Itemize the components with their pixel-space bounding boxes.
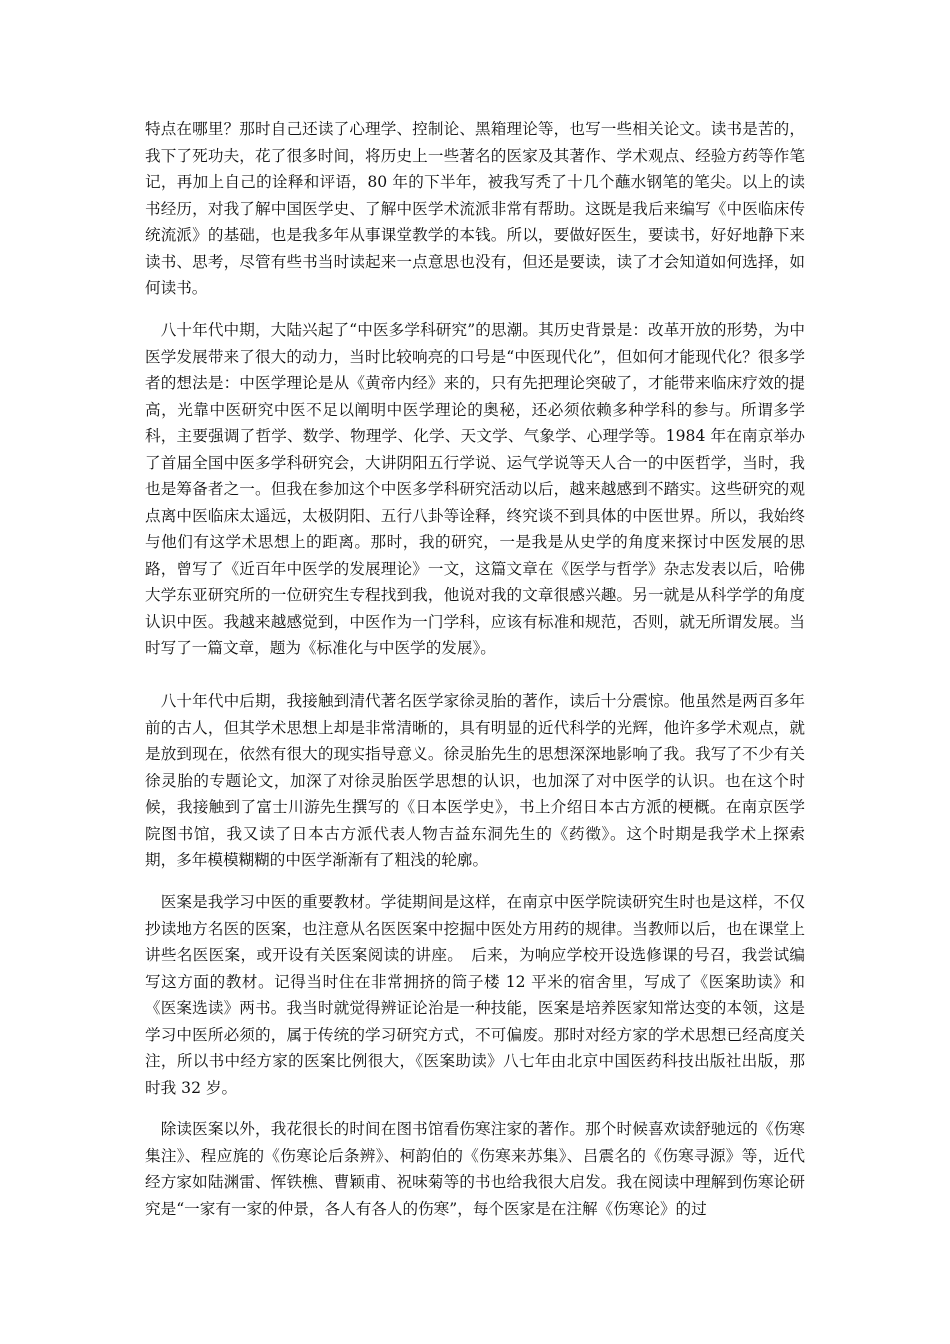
paragraph-text: 医案是我学习中医的重要教材。学徒期间是这样，在南京中医学院读研究生时也是这样，不仅抄读地方名医的医案，也注意从名医医案中挖掘中医处方用药的规律。当教师以后，也在课堂上讲些名医医案，或开设有关医案阅读的讲座。 后来，为响应学校开设选修课的号召，我尝试编写这方面的教材。记得当时住在非常拥挤的筒子楼 12 平米的宿舍里，写成了《医案助读》和《医案选读》两书。我当时就觉得辨证论治是一种技能，医案是培养医家知常达变的本领，这是学习中医所必须的，属于传统的学习研究方式，不可偏废。那时对经方家的学术思想已经高度关注，所以书中经方家的医案比例很大，《医案助读》八七年由北京中国医药科技出版社出版，那时我 32 岁。 xyxy=(145,893,805,1097)
paragraph-text: 特点在哪里？那时自己还读了心理学、控制论、黑箱理论等，也写一些相关论文。读书是苦的，我下了死功夫，花了很多时间，将历史上一些著名的医家及其著作、学术观点、经验方药等作笔记，再加上自己的诠释和评语，80 年的下半年，被我写秃了十几个蘸水钢笔的笔尖。以上的读书经历，对我了解中国医学史、了解中医学术流派非常有帮助。这既是我后来编写《中医临床传统流派》的基础，也是我多年从事课堂教学的本钱。所以，要做好医生，要读书，好好地静下来读书、思考，尽管有些书当时读起来一点意思也没有，但还是要读，读了才会知道如何选择，如何读书。 xyxy=(145,120,805,297)
paragraph-xu-lingtai xyxy=(145,688,805,874)
paragraph-multidisciplinary-research xyxy=(145,317,805,662)
paragraph-text: 八十年代中后期，我接触到清代著名医学家徐灵胎的著作，读后十分震惊。他虽然是两百多年前的古人，但其学术思想上却是非常清晰的，具有明显的近代科学的光辉，他许多学术观点，就是放到现在，依然有很大的现实指导意义。徐灵胎先生的思想深深地影响了我。我写了不少有关徐灵胎的专题论文，加深了对徐灵胎医学思想的认识，也加深了对中医学的认识。也在这个时候，我接触到了富士川游先生撰写的《日本医学史》，书上介绍日本古方派的梗概。在南京医学院图书馆，我又读了日本古方派代表人物吉益东洞先生的《药徵》。这个时期是我学术上探索期，多年模模糊糊的中医学渐渐有了粗浅的轮廓。 xyxy=(145,692,805,869)
paragraph-shanghan-commentators xyxy=(145,1116,805,1222)
paragraph-text: 除读医案以外，我花很长的时间在图书馆看伤寒注家的著作。那个时候喜欢读舒驰远的《伤寒集注》、程应旄的《伤寒论后条辨》、柯韵伯的《伤寒来苏集》、吕震名的《伤寒寻源》等，近代经方家如陆渊雷、恽铁樵、曹颖甫、祝味菊等的书也给我很大启发。我在阅读中理解到伤寒论研究是“一家有一家的仲景，各人有各人的伤寒”，每个医家是在注解《伤寒论》的过 xyxy=(145,1120,805,1218)
paragraph-text: 八十年代中期，大陆兴起了“中医多学科研究”的思潮。其历史背景是：改革开放的形势，为中医学发展带来了很大的动力，当时比较响亮的口号是“中医现代化”，但如何才能现代化？很多学者的想法是：中医学理论是从《黄帝内经》来的，只有先把理论突破了，才能带来临床疗效的提高，光靠中医研究中医不足以阐明中医学理论的奥秘，还必须依赖多种学科的参与。所谓多学科，主要强调了哲学、数学、物理学、化学、天文学、气象学、心理学等。1984 年在南京举办了首届全国中医多学科研究会，大讲阴阳五行学说、运气学说等天人合一的中医哲学，当时，我也是筹备者之一。但我在参加这个中医多学科研究活动以后，越来越感到不踏实。这些研究的观点离中医临床太遥远，太极阴阳、五行八卦等诠释，终究谈不到具体的中医世界。所以，我始终与他们有这学术思想上的距离。那时，我的研究，一是我是从史学的角度来探讨中医发展的思路，曾写了《近百年中医学的发展理论》一文，这篇文章在《医学与哲学》杂志发表以后，哈佛大学东亚研究所的一位研究生专程找到我，他说对我的文章很感兴趣。另一就是从科学学的角度认识中医。我越来越感觉到，中医作为一门学科，应该有标准和规范，否则，就无所谓发展。当时写了一篇文章，题为《标准化与中医学的发展》。 xyxy=(145,321,805,657)
paragraph-medical-cases xyxy=(145,889,805,1101)
paragraph-reading-experience xyxy=(145,116,805,302)
